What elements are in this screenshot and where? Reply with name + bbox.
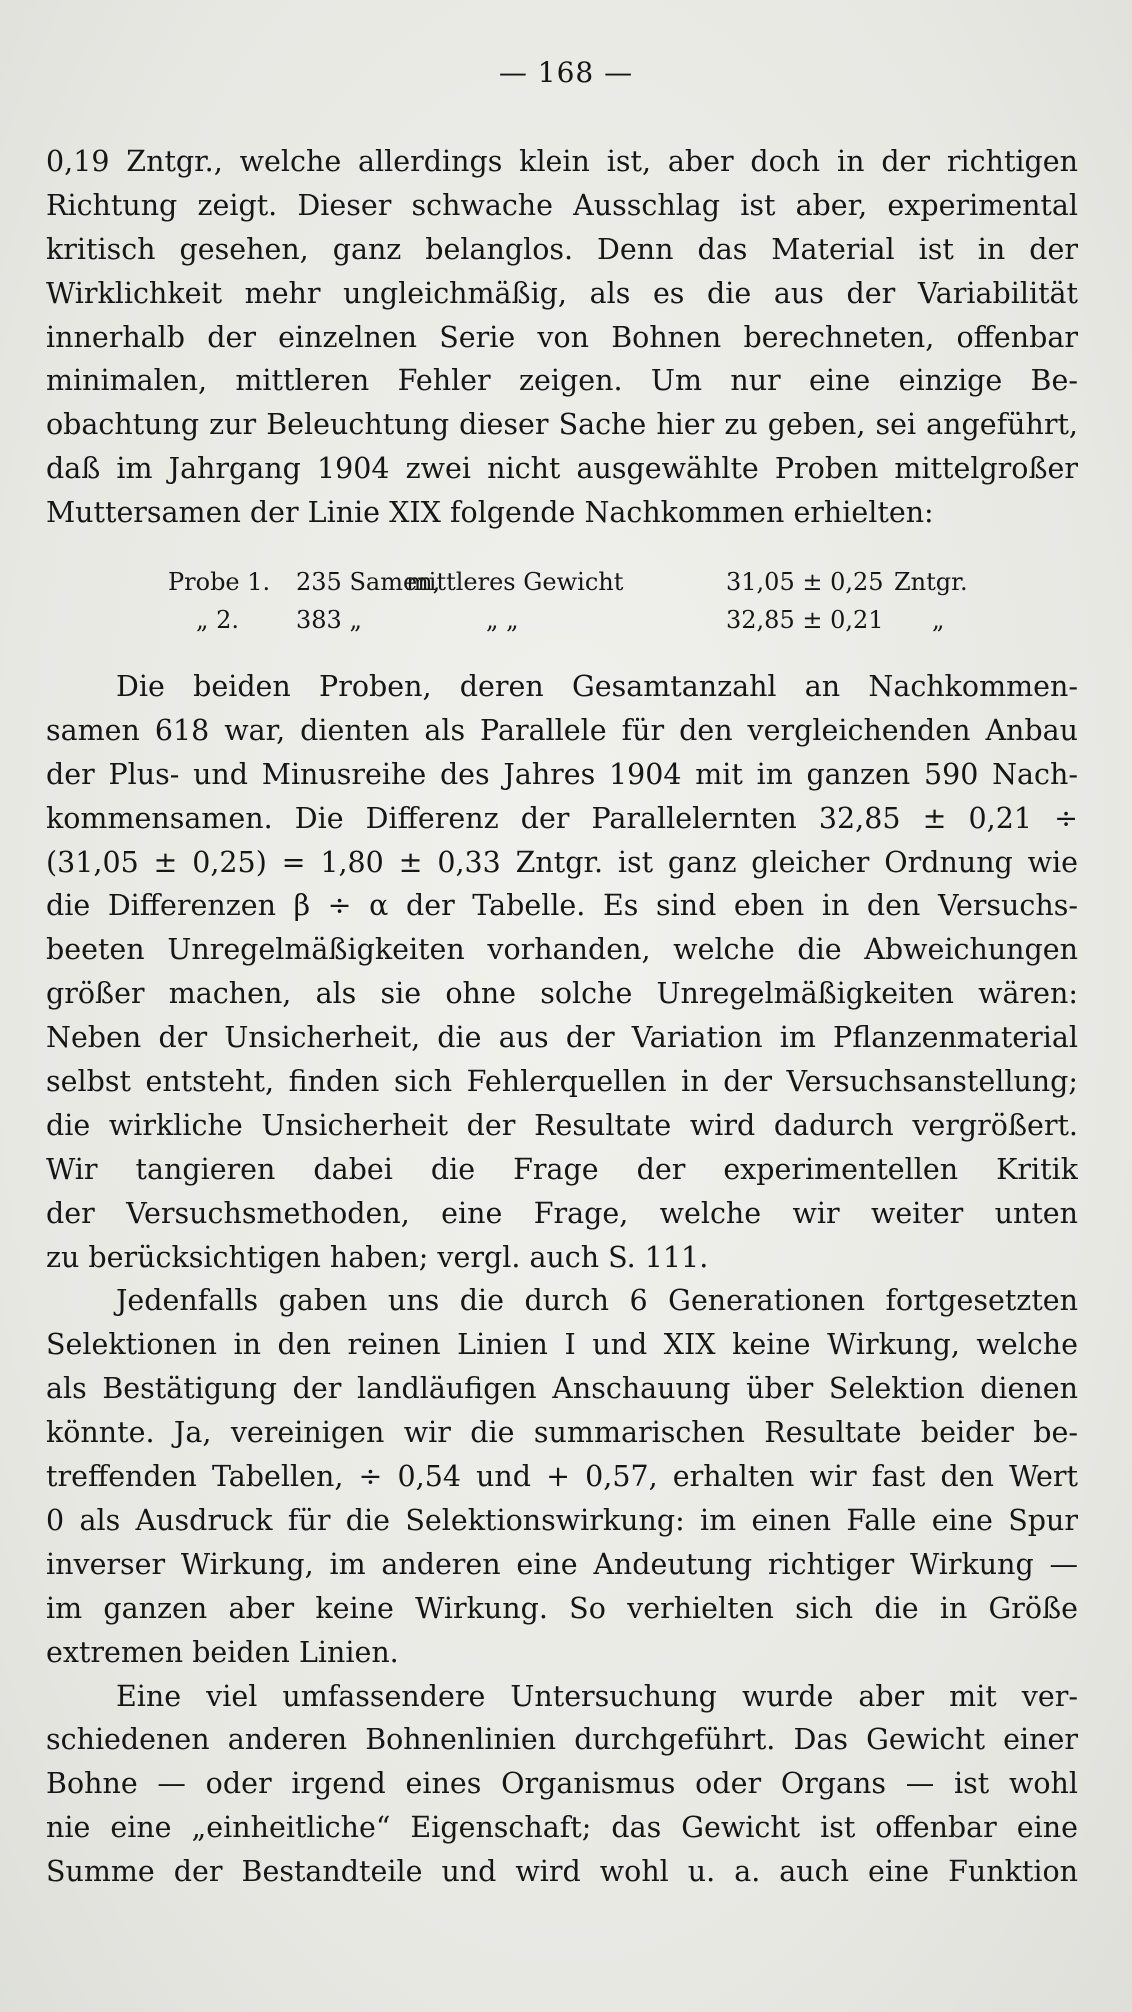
text-line: 0 als Ausdruck für die Selektionswirkung: im einen Falle eine Spur: [46, 1503, 1078, 1537]
row-unit: Zntgr.: [894, 568, 968, 597]
row-value: 31,05 ± 0,25: [726, 568, 884, 597]
text-line: Muttersamen der Linie XIX folgende Nachkommen erhielten:: [46, 496, 934, 530]
text-line: die Differenzen β ÷ α der Tabelle. Es sind eben in den Versuchs-: [46, 889, 1078, 923]
text-line: als Bestätigung der landläufigen Anschauung über Selektion dienen: [46, 1372, 1078, 1406]
row-label: Probe 1.: [168, 568, 271, 597]
text-line: Wir tangieren dabei die Frage der experimentellen Kritik: [46, 1152, 1078, 1186]
table-row: [46, 563, 1078, 601]
row-count: 383 „: [296, 606, 362, 635]
text-line: der Plus- und Minusreihe des Jahres 1904 mit im ganzen 590 Nach-: [46, 757, 1078, 791]
text-line: minimalen, mittleren Fehler zeigen. Um nur eine einzige Be-: [46, 364, 1078, 398]
row-unit: „: [932, 606, 945, 635]
text-line: samen 618 war, dienten als Parallele für den vergleichenden Anbau: [46, 713, 1078, 747]
paragraph-1: [46, 140, 1078, 535]
row-count: 235 Samen,: [296, 568, 441, 597]
text-line: im ganzen aber keine Wirkung. So verhielten sich die in Größe: [46, 1591, 1078, 1625]
text-line: zu berücksichtigen haben; vergl. auch S. 111.: [46, 1240, 709, 1274]
text-line: treffenden Tabellen, ÷ 0,54 und + 0,57, erhalten wir fast den Wert: [46, 1460, 1078, 1494]
text-line: Neben der Unsicherheit, die aus der Variation im Pflanzenmaterial: [46, 1021, 1078, 1055]
text-line: kritisch gesehen, ganz belanglos. Denn das Material ist in der: [46, 232, 1078, 266]
text-line: nie eine „einheitliche“ Eigenschaft; das Gewicht ist offenbar eine: [46, 1811, 1078, 1845]
text-line: kommensamen. Die Differenz der Parallelernten 32,85 ± 0,21 ÷: [46, 801, 1078, 835]
paragraph-2: [46, 665, 1078, 1279]
text-line: Jedenfalls gaben uns die durch 6 Generationen fortgesetzten: [116, 1284, 1078, 1318]
paragraph-3: [46, 1279, 1078, 1674]
text-line: innerhalb der einzelnen Serie von Bohnen berechneten, offenbar: [46, 320, 1078, 354]
row-label: „ 2.: [196, 606, 239, 635]
text-line: (31,05 ± 0,25) = 1,80 ± 0,33 Zntgr. ist ganz gleicher Ordnung wie: [46, 845, 1078, 879]
text-line: Summe der Bestandteile und wird wohl u. a. auch eine Funktion: [46, 1855, 1078, 1889]
samples-table: [46, 563, 1078, 639]
text-line: inverser Wirkung, im anderen eine Andeutung richtiger Wirkung —: [46, 1547, 1078, 1581]
text-line: selbst entsteht, finden sich Fehlerquellen in der Versuchsanstellung;: [46, 1065, 1078, 1099]
text-line: Bohne — oder irgend eines Organismus oder Organs — ist wohl: [46, 1767, 1078, 1801]
text-line: daß im Jahrgang 1904 zwei nicht ausgewählte Proben mittelgroßer: [46, 452, 1078, 486]
text-line: der Versuchsmethoden, eine Frage, welche wir weiter unten: [46, 1196, 1078, 1230]
text-line: die wirkliche Unsicherheit der Resultate wird dadurch vergrößert.: [46, 1108, 1078, 1142]
row-desc: „ „: [486, 606, 519, 635]
row-value: 32,85 ± 0,21: [726, 606, 884, 635]
text-line: Die beiden Proben, deren Gesamtanzahl an Nachkommen-: [116, 670, 1078, 704]
text-line: beeten Unregelmäßigkeiten vorhanden, welche die Abweichungen: [46, 933, 1078, 967]
table-row: [46, 601, 1078, 639]
text-line: könnte. Ja, vereinigen wir die summarischen Resultate beider be-: [46, 1416, 1078, 1450]
text-line: extremen beiden Linien.: [46, 1635, 399, 1669]
text-line: obachtung zur Beleuchtung dieser Sache hier zu geben, sei angeführt,: [46, 408, 1078, 442]
row-desc: mittleres Gewicht: [406, 568, 624, 597]
text-line: Selektionen in den reinen Linien I und XIX keine Wirkung, welche: [46, 1328, 1078, 1362]
text-line: Eine viel umfassendere Untersuchung wurde aber mit ver-: [116, 1679, 1078, 1713]
text-line: Richtung zeigt. Dieser schwache Ausschlag ist aber, experimental: [46, 188, 1078, 222]
page-number: — 168 —: [498, 56, 634, 89]
text-line: größer machen, als sie ohne solche Unregelmäßigkeiten wären:: [46, 977, 1078, 1011]
body-text: [46, 140, 1078, 1894]
paragraph-4: [46, 1675, 1078, 1894]
text-line: 0,19 Zntgr., welche allerdings klein ist, aber doch in der richtigen: [46, 145, 1078, 178]
text-line: Wirklichkeit mehr ungleichmäßig, als es die aus der Variabilität: [46, 276, 1078, 310]
text-line: schiedenen anderen Bohnenlinien durchgeführt. Das Gewicht einer: [46, 1723, 1078, 1757]
